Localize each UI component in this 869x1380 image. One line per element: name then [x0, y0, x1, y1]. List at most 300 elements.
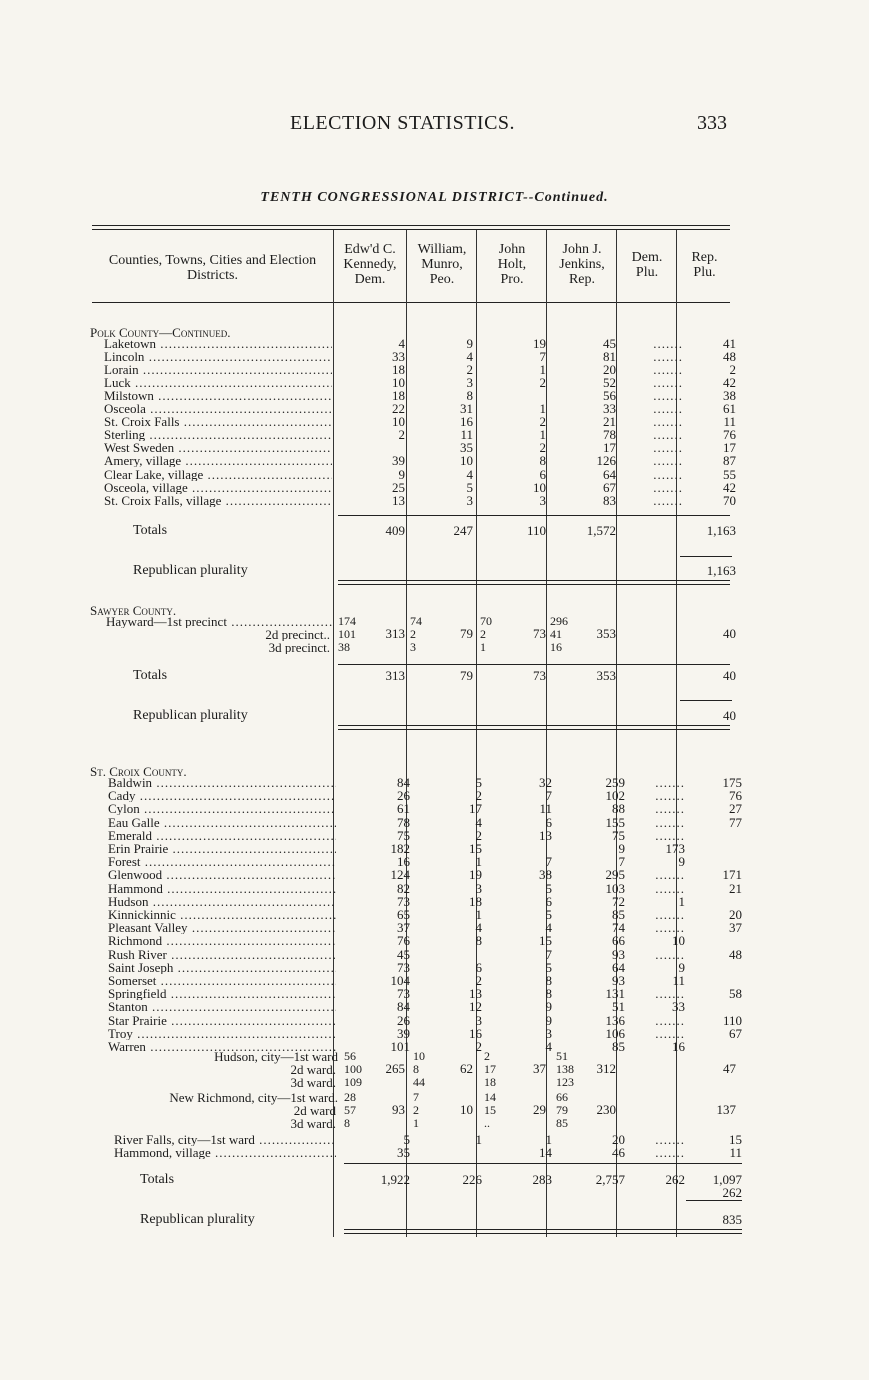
- bracket-kennedy: 56: [344, 1049, 356, 1063]
- bracket-jenkins: 296: [550, 614, 568, 628]
- district-name: Forest .....: [108, 855, 336, 868]
- district-name: Laketown .....: [104, 337, 332, 350]
- polk-plurality-row: [0, 564, 869, 577]
- cell-holt: 7: [545, 946, 552, 962]
- plurality-rule: [686, 1200, 742, 1201]
- bracket-holt: 18: [484, 1075, 496, 1090]
- cell-jenkins: 51: [612, 999, 625, 1015]
- cell-jenkins: 21: [603, 414, 616, 430]
- cell-holt: 9: [545, 999, 552, 1015]
- cell-kennedy: 26: [397, 1012, 410, 1028]
- cell-kennedy: 5: [403, 1132, 410, 1147]
- cell-jenkins: 56: [603, 388, 616, 404]
- bracket-jenkins: 138: [556, 1062, 574, 1077]
- cell-dem-plu: .......: [655, 907, 685, 922]
- cell-kennedy: 73: [397, 959, 410, 975]
- cell-kennedy: 25: [392, 479, 405, 495]
- cell-holt: 15: [539, 933, 552, 949]
- cell-dem-plu: .......: [653, 349, 683, 365]
- cell-holt: 38: [539, 867, 552, 883]
- cell-munro: 3: [466, 375, 473, 391]
- hudson-city-group: [0, 1062, 869, 1075]
- district-name: Clear Lake, village .....: [104, 468, 332, 481]
- top-rule-2: [92, 229, 730, 230]
- column-header-dem-plu: [617, 250, 677, 280]
- cell-jenkins: 131: [605, 986, 625, 1002]
- cell-kennedy: 2: [398, 427, 405, 443]
- totals-rule: [344, 1163, 742, 1164]
- cell-holt: 110: [526, 523, 546, 538]
- top-rule: [92, 225, 730, 226]
- bracket-jenkins: 41: [550, 627, 562, 641]
- table-row: [0, 350, 869, 363]
- district-name: River Falls, city—1st ward .....: [114, 1133, 336, 1146]
- header-line: Dem.: [631, 250, 663, 265]
- cell-rep-plu: 11: [729, 1145, 742, 1161]
- cell-kennedy: 4: [398, 336, 405, 351]
- cell-holt: 2: [539, 375, 546, 391]
- totals-rule: [338, 515, 730, 516]
- district-name: Springfield .....: [108, 987, 336, 1000]
- cell-jenkins: 102: [605, 788, 625, 804]
- newrichmond-city-group: [0, 1103, 869, 1116]
- table-row: [0, 363, 869, 376]
- bracket-holt: 17: [484, 1062, 496, 1077]
- bracket-munro: 3: [410, 640, 416, 654]
- district-name: 2d ward.: [290, 1063, 336, 1077]
- cell-kennedy: 45: [397, 946, 410, 962]
- district-name: Sterling .....: [104, 428, 332, 441]
- district-name: Hudson .....: [108, 895, 336, 908]
- cell-jenkins: 93: [612, 973, 625, 988]
- bracket-holt: 1: [480, 640, 486, 654]
- cell-kennedy: 18: [392, 362, 405, 378]
- cell-holt: 9: [545, 1012, 552, 1028]
- cell-munro: 9: [466, 336, 473, 351]
- cell-munro: 3: [475, 1012, 482, 1028]
- county-heading-sawyer: Sawyer County.: [90, 603, 177, 618]
- header-line: Munro,: [421, 257, 463, 272]
- cell-jenkins: 17: [603, 440, 616, 456]
- group-holt: 37: [533, 1061, 546, 1076]
- cell-rep-plu: 15: [729, 1132, 742, 1147]
- cell-munro: 16: [469, 1025, 482, 1041]
- header-line: Peo.: [429, 272, 455, 287]
- cell-holt: 3: [545, 1025, 552, 1041]
- district-name: Osceola, village .....: [104, 481, 332, 494]
- cell-munro: 10: [460, 453, 473, 469]
- cell-rep-plu: 41: [723, 336, 736, 351]
- cell-rep-plu: 87: [723, 453, 736, 469]
- cell-kennedy: 182: [390, 841, 410, 856]
- cell-munro: 8: [475, 933, 482, 949]
- district-name: Cylon .....: [108, 802, 336, 815]
- district-name: St. Croix Falls, village .....: [104, 494, 332, 507]
- cell-munro: 2: [475, 788, 482, 804]
- cell-dem-plu: .......: [653, 492, 683, 508]
- header-line: Plu.: [693, 265, 716, 280]
- cell-jenkins: 353: [596, 668, 616, 683]
- totals-label: Totals: [133, 668, 168, 683]
- table-row: [0, 376, 869, 389]
- cell-kennedy: 33: [392, 349, 405, 365]
- cell-kennedy: 104: [390, 973, 410, 988]
- header-line: Pro.: [500, 272, 524, 287]
- stcroix-totals-sub: [0, 1186, 869, 1199]
- column-header-holt: [477, 242, 547, 287]
- cell-holt: 10: [533, 479, 546, 495]
- table-row: [0, 428, 869, 441]
- cell-munro: 15: [469, 841, 482, 856]
- header-line: Rep.: [568, 272, 596, 287]
- cell-jenkins: 136: [605, 1012, 625, 1028]
- district-name: Rush River .....: [108, 948, 336, 961]
- bracket-munro: 8: [413, 1062, 419, 1077]
- cell-holt: 4: [545, 1039, 552, 1054]
- bracket-holt: ..: [484, 1116, 490, 1131]
- table-row: [0, 1076, 869, 1089]
- district-name: Amery, village .....: [104, 454, 332, 467]
- district-name: St. Croix Falls .....: [104, 415, 332, 428]
- cell-rep-plu: 21: [729, 880, 742, 896]
- cell-kennedy: 35: [397, 1145, 410, 1161]
- bracket-munro: 2: [410, 627, 416, 641]
- cell-holt: 2: [539, 414, 546, 430]
- group-munro: 62: [460, 1061, 473, 1076]
- cell-kennedy: 18: [392, 388, 405, 404]
- district-name: Somerset .....: [108, 974, 336, 987]
- cell-dem-plu: .......: [655, 1025, 685, 1041]
- group-jenkins: 312: [596, 1061, 616, 1076]
- cell-holt: 4: [545, 920, 552, 936]
- table-row: [0, 908, 869, 921]
- cell-munro: 4: [466, 349, 473, 365]
- table-row: [0, 974, 869, 987]
- plurality-label: Republican plurality: [133, 708, 248, 723]
- table-row: [0, 842, 869, 855]
- cell-jenkins: 75: [612, 827, 625, 843]
- section-end-rule-2: [338, 729, 730, 730]
- bracket-holt: 2: [480, 627, 486, 641]
- district-name: Emerald .....: [108, 829, 336, 842]
- cell-jenkins: 93: [612, 946, 625, 962]
- cell-dem-plu: 16: [672, 1039, 685, 1054]
- plurality-rule: [680, 556, 732, 557]
- cell-munro: 6: [475, 959, 482, 975]
- district-name: Stanton .....: [108, 1000, 336, 1013]
- cell-munro: 31: [460, 401, 473, 417]
- cell-jenkins: 81: [603, 349, 616, 365]
- table-row: [0, 641, 869, 654]
- group-holt: 73: [533, 626, 546, 641]
- cell-munro: 4: [475, 920, 482, 936]
- cell-rep-plu: 110: [722, 1012, 742, 1028]
- bracket-jenkins: 51: [556, 1049, 568, 1063]
- cell-holt: 7: [545, 788, 552, 804]
- column-header-jenkins: [547, 242, 617, 287]
- bracket-kennedy: 174: [338, 614, 356, 628]
- cell-munro: 16: [460, 414, 473, 430]
- column-header-kennedy: [334, 242, 406, 287]
- header-line: Kennedy,: [343, 257, 397, 272]
- cell-dem-plu: 9: [678, 854, 685, 870]
- cell-rep-plu: 835: [722, 1212, 742, 1227]
- cell-jenkins: 33: [603, 401, 616, 417]
- cell-rep-plu: 42: [723, 375, 736, 391]
- cell-holt: 6: [545, 893, 552, 909]
- cell-holt: 8: [545, 973, 552, 988]
- bracket-munro: 44: [413, 1075, 425, 1090]
- cell-jenkins: 155: [605, 814, 625, 830]
- table-row: [0, 1117, 869, 1130]
- district-name: Erin Prairie .....: [108, 842, 336, 855]
- cell-jenkins: 64: [603, 466, 616, 482]
- cell-holt: 1: [539, 362, 546, 378]
- totals-rule: [338, 664, 730, 665]
- cell-munro: 8: [466, 388, 473, 404]
- group-holt: 29: [533, 1102, 546, 1117]
- section-title: TENTH CONGRESSIONAL DISTRICT--Continued.: [260, 190, 609, 205]
- district-name: Lorain .....: [104, 363, 332, 376]
- bracket-kennedy: 38: [338, 640, 350, 654]
- cell-munro: 2: [475, 1039, 482, 1054]
- table-row: [0, 776, 869, 789]
- district-name: Milstown .....: [104, 389, 332, 402]
- cell-rep-plu: 61: [723, 401, 736, 417]
- table-row: [0, 895, 869, 908]
- cell-dem-plu: .......: [655, 946, 685, 962]
- bracket-kennedy: 28: [344, 1090, 356, 1104]
- cell-kennedy: 9: [398, 466, 405, 482]
- cell-dem-plu: .......: [655, 814, 685, 830]
- cell-dem-plu: 9: [678, 959, 685, 975]
- cell-jenkins: 85: [612, 1039, 625, 1054]
- totals-label: Totals: [140, 1172, 175, 1187]
- header-line: Plu.: [635, 265, 659, 280]
- bracket-jenkins: 79: [556, 1103, 568, 1118]
- table-row: [0, 402, 869, 415]
- table-row: [0, 987, 869, 1000]
- cell-munro: 1: [475, 1132, 482, 1147]
- cell-holt: 19: [533, 336, 546, 351]
- cell-munro: 1: [475, 854, 482, 870]
- bracket-kennedy: 101: [338, 627, 356, 641]
- cell-rep-plu: 70: [723, 492, 736, 508]
- header-line: Dem.: [354, 272, 386, 287]
- cell-dem-plu: .......: [653, 427, 683, 443]
- cell-jenkins: 88: [612, 801, 625, 817]
- district-name: Warren .....: [108, 1040, 336, 1053]
- cell-dem-plu: .......: [655, 986, 685, 1002]
- cell-holt: 7: [539, 349, 546, 365]
- table-row: [0, 1014, 869, 1027]
- district-name: Richmond .....: [108, 934, 336, 947]
- cell-kennedy: 16: [397, 854, 410, 870]
- running-title: ELECTION STATISTICS.: [290, 112, 516, 134]
- section-end-rule: [344, 1229, 742, 1230]
- district-name: Pleasant Valley .....: [108, 921, 336, 934]
- cell-munro: 4: [475, 814, 482, 830]
- cell-dem-plu: 11: [672, 973, 685, 988]
- sawyer-group-totals: [0, 627, 869, 640]
- column-header-rep-plu: [677, 250, 732, 280]
- cell-kennedy: 124: [390, 867, 410, 883]
- table-row: [0, 1133, 869, 1146]
- cell-holt: 2: [539, 440, 546, 456]
- page-header: [0, 112, 869, 142]
- cell-dem-plu: 173: [665, 841, 685, 856]
- cell-dem-plu: .......: [653, 375, 683, 391]
- cell-rep-plu: 175: [722, 775, 742, 790]
- cell-jenkins: 67: [603, 479, 616, 495]
- cell-jenkins: 103: [605, 880, 625, 896]
- column-header-name: Counties, Towns, Cities and Election Districts.: [108, 253, 317, 283]
- cell-jenkins: 64: [612, 959, 625, 975]
- totals-label: Totals: [133, 523, 168, 538]
- cell-dem-plu: 33: [672, 999, 685, 1015]
- cell-rep-plu: 37: [729, 920, 742, 936]
- cell-jenkins: 85: [612, 907, 625, 922]
- cell-holt: 32: [539, 775, 552, 790]
- sawyer-plurality-row: [0, 709, 869, 722]
- cell-kennedy: 39: [397, 1025, 410, 1041]
- bracket-kennedy: 100: [344, 1062, 362, 1077]
- table-row: [0, 1000, 869, 1013]
- cell-kennedy: 76: [397, 933, 410, 949]
- table-row: [0, 934, 869, 947]
- table-row: [0, 802, 869, 815]
- section-end-rule: [338, 580, 730, 581]
- cell-rep-plu: 77: [729, 814, 742, 830]
- district-name: Hammond, village .....: [114, 1146, 336, 1159]
- group-kennedy: 265: [385, 1061, 405, 1076]
- header-line: John: [498, 242, 526, 257]
- cell-holt: 283: [532, 1172, 552, 1187]
- cell-dem-plu: .......: [655, 920, 685, 936]
- cell-jenkins: 7: [618, 854, 625, 870]
- cell-holt: 1: [539, 401, 546, 417]
- cell-munro: 11: [460, 427, 473, 443]
- group-jenkins: 230: [596, 1102, 616, 1117]
- bracket-jenkins: 85: [556, 1116, 568, 1131]
- table-row: [0, 948, 869, 961]
- bracket-jenkins: 66: [556, 1090, 568, 1104]
- cell-rep-plu: 67: [729, 1025, 742, 1041]
- cell-rep-plu: 1,163: [706, 563, 736, 578]
- cell-dem-plu: .......: [653, 362, 683, 378]
- cell-kennedy: 73: [397, 986, 410, 1002]
- cell-kennedy: 84: [397, 999, 410, 1015]
- group-rep-plu: 47: [723, 1061, 736, 1076]
- cell-munro: 247: [453, 523, 473, 538]
- bracket-jenkins: 123: [556, 1075, 574, 1090]
- cell-kennedy: 78: [397, 814, 410, 830]
- cell-holt: 1: [539, 427, 546, 443]
- table-row: [0, 921, 869, 934]
- header-line: Holt,: [497, 257, 527, 272]
- cell-jenkins: 52: [603, 375, 616, 391]
- cell-jenkins: 259: [605, 775, 625, 790]
- table-row: [0, 337, 869, 350]
- cell-rep-plu: 76: [723, 427, 736, 443]
- cell-dem-plu: .......: [653, 466, 683, 482]
- cell-dem-plu: .......: [655, 867, 685, 883]
- cell-dem-plu: .......: [655, 775, 685, 790]
- district-name: 2d ward: [293, 1104, 336, 1118]
- cell-rep-plu: 11: [723, 414, 736, 430]
- cell-munro: 2: [475, 973, 482, 988]
- cell-rep-plu: 1,163: [706, 523, 736, 538]
- cell-dem-plu: 1: [678, 893, 685, 909]
- cell-kennedy: 10: [392, 375, 405, 391]
- district-name: Osceola .....: [104, 402, 332, 415]
- header-line: John J.: [562, 242, 602, 257]
- cell-holt: 7: [545, 854, 552, 870]
- cell-jenkins: 106: [605, 1025, 625, 1041]
- cell-munro: 2: [475, 827, 482, 843]
- cell-rep-plu: 27: [729, 801, 742, 817]
- cell-holt: 3: [539, 492, 546, 508]
- table-row: [0, 441, 869, 454]
- table-row: [0, 829, 869, 842]
- cell-rep-plu: 17: [723, 440, 736, 456]
- header-line: Rep.: [691, 250, 718, 265]
- cell-munro: 5: [475, 775, 482, 790]
- county-heading-stcroix: St. Croix County.: [90, 764, 187, 779]
- cell-holt: 8: [539, 453, 546, 469]
- cell-jenkins: 126: [596, 453, 616, 469]
- table-row: [0, 1146, 869, 1159]
- plurality-rule: [680, 700, 732, 701]
- cell-rep-plu: 1,097: [712, 1172, 742, 1187]
- cell-dem-plu: .......: [653, 388, 683, 404]
- section-end-rule-2: [338, 584, 730, 585]
- cell-kennedy: 409: [385, 523, 405, 538]
- cell-munro: 79: [460, 668, 473, 683]
- cell-rep-plu: 2: [729, 362, 736, 378]
- district-name: 3d precinct.: [268, 641, 330, 654]
- cell-munro: 3: [475, 880, 482, 896]
- cell-jenkins: 74: [612, 920, 625, 936]
- cell-munro: 4: [466, 466, 473, 482]
- cell-munro: 17: [469, 801, 482, 817]
- cell-jenkins: 46: [612, 1145, 625, 1161]
- cell-dem-plu: .......: [653, 453, 683, 469]
- table-row: [0, 816, 869, 829]
- sawyer-totals-row: [0, 669, 869, 682]
- page-number: 333: [697, 112, 727, 134]
- cell-kennedy: 10: [392, 414, 405, 430]
- cell-dem-plu: .......: [655, 788, 685, 804]
- cell-dem-plu: .......: [653, 414, 683, 430]
- cell-munro: 2: [466, 362, 473, 378]
- bracket-munro: 10: [413, 1049, 425, 1063]
- cell-rep-plu: 48: [729, 946, 742, 962]
- cell-dem-plu: 10: [672, 933, 685, 949]
- table-row: [0, 468, 869, 481]
- cell-holt: 6: [545, 814, 552, 830]
- group-rep-plu: 137: [716, 1102, 736, 1117]
- district-name: West Sweden .....: [104, 441, 332, 454]
- bracket-munro: 74: [410, 614, 422, 628]
- cell-dem-plu: .......: [653, 440, 683, 456]
- cell-holt: 5: [545, 880, 552, 896]
- table-row: [0, 855, 869, 868]
- cell-jenkins: 78: [603, 427, 616, 443]
- table-row: [0, 868, 869, 881]
- cell-dem-plu: .......: [655, 1132, 685, 1147]
- cell-munro: 18: [469, 893, 482, 909]
